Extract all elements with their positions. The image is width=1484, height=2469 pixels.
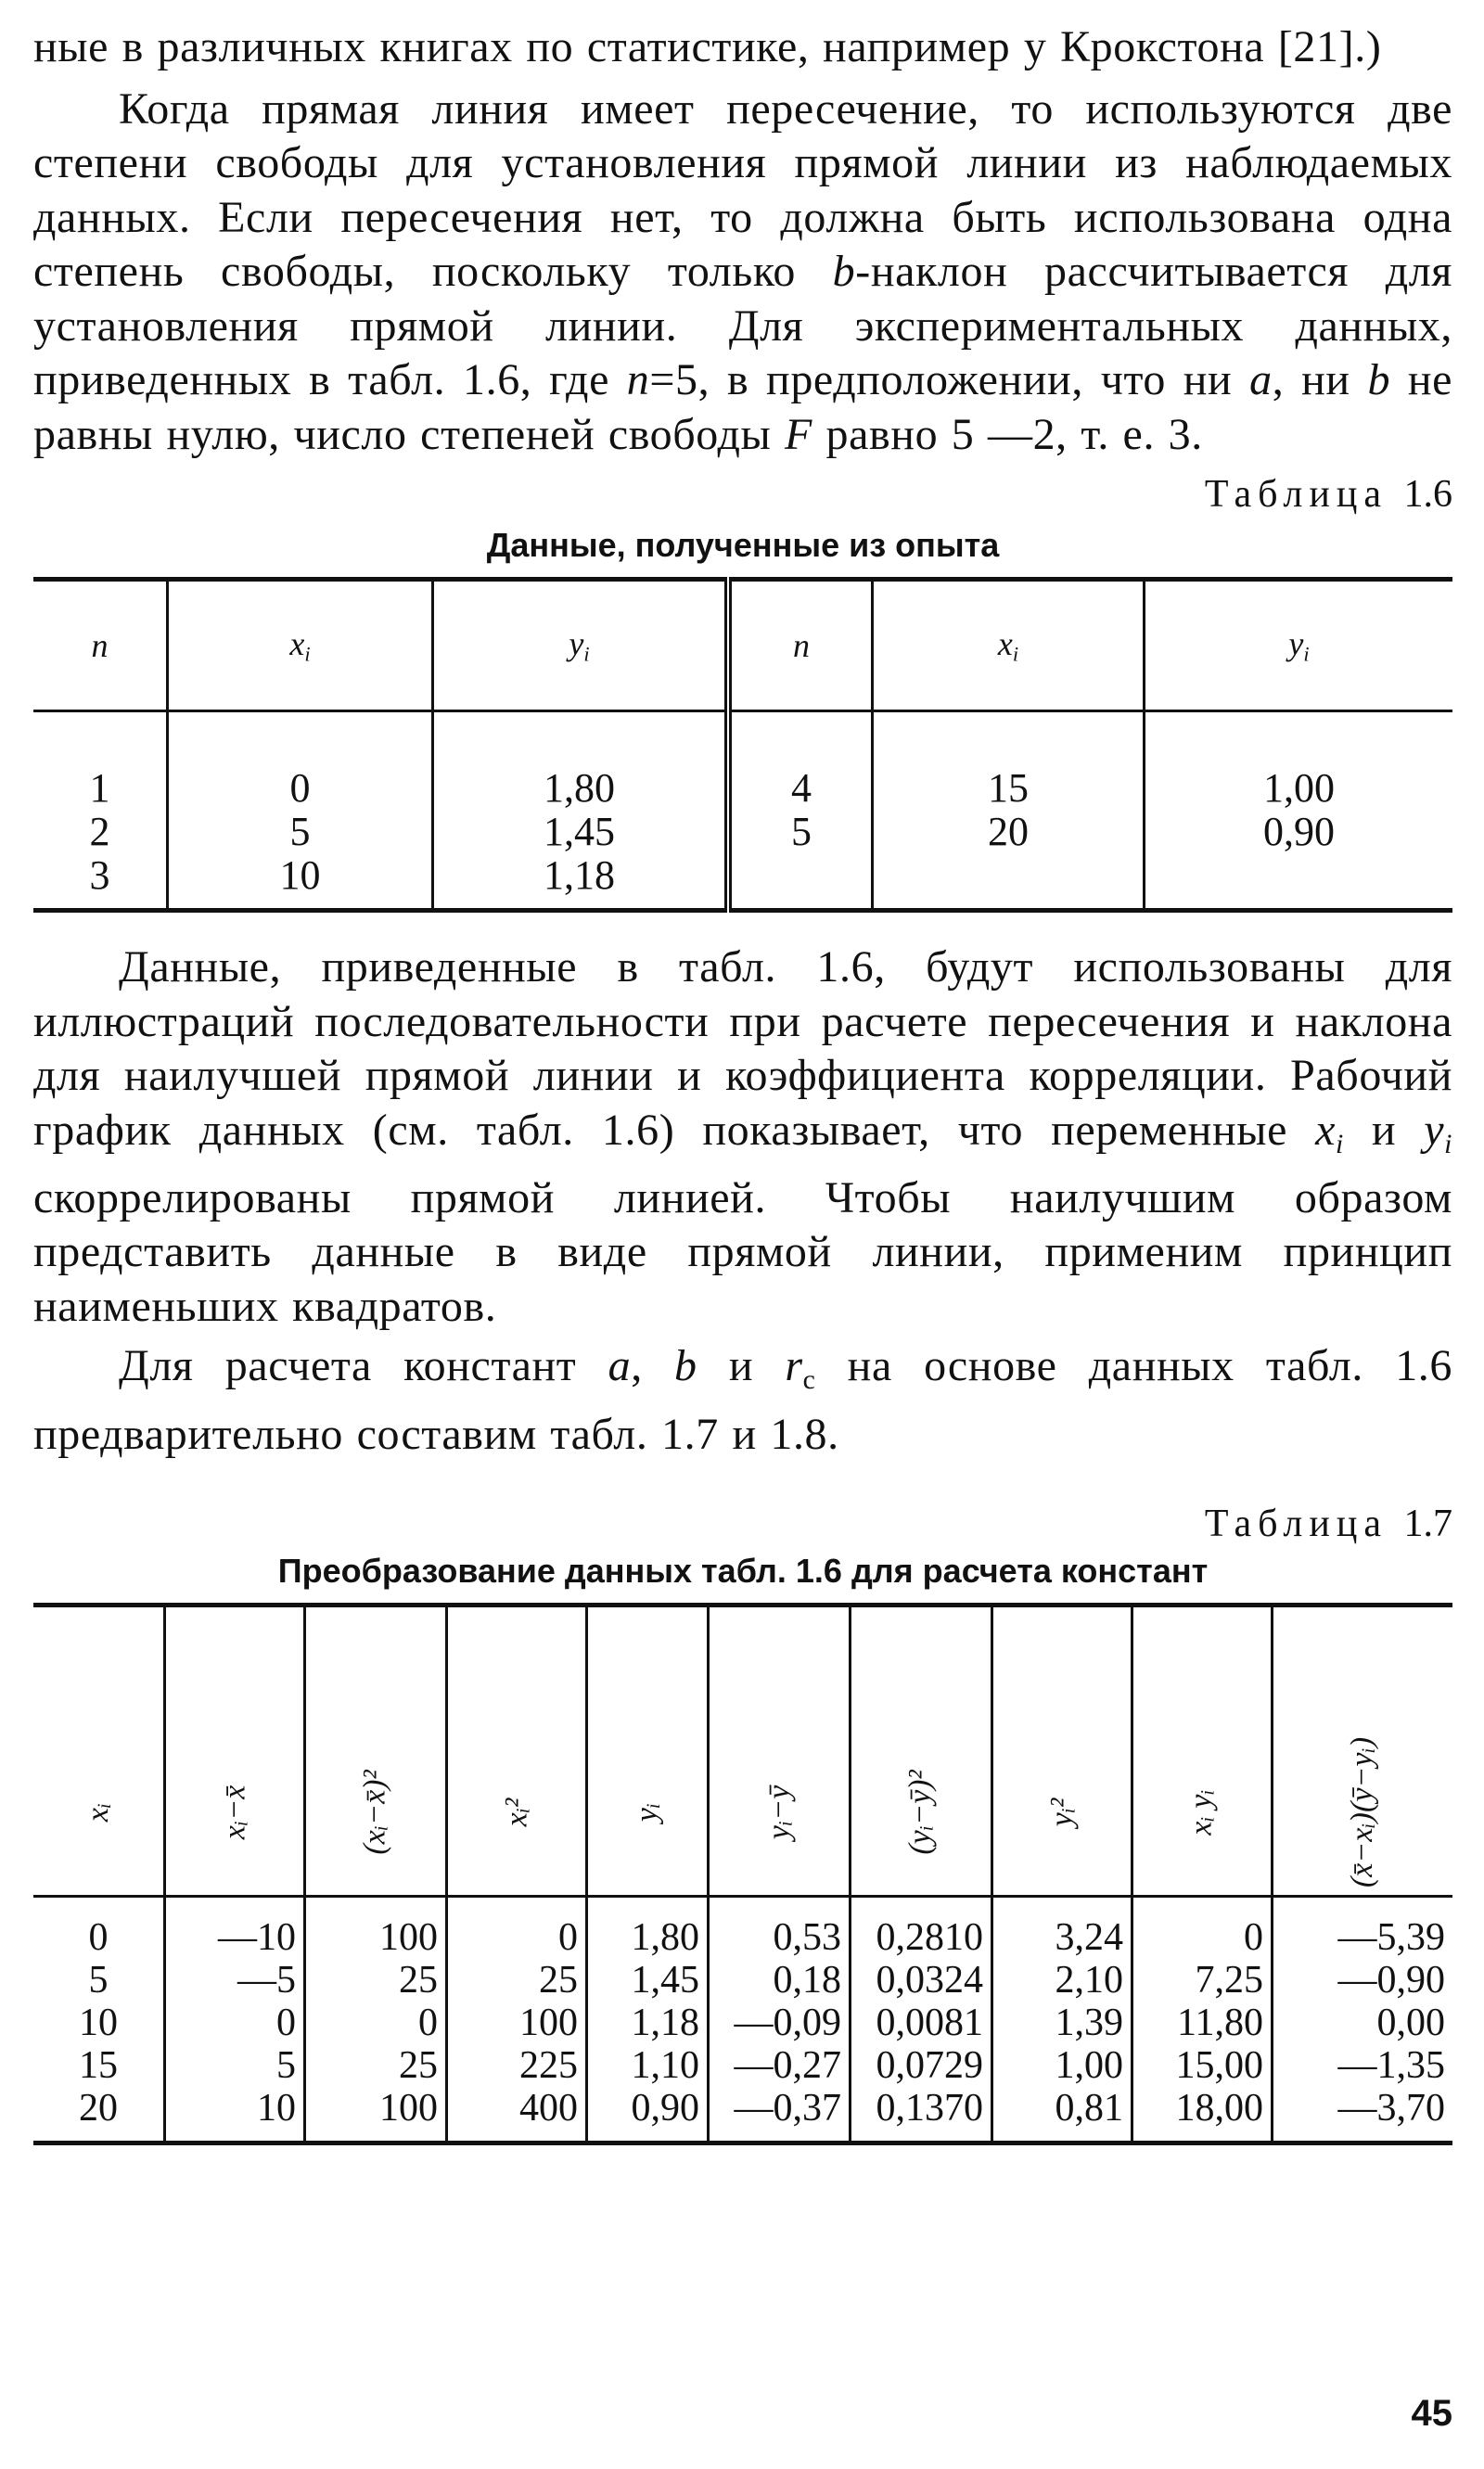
- table-cell: 0,53 0,18 —0,09 —0,27 —0,37: [709, 1897, 851, 2143]
- cell-values: 0 5 10: [279, 765, 321, 898]
- header-xi-squared: [447, 1605, 587, 1897]
- cell-values: 1 2 3: [89, 765, 110, 898]
- table-cell: 3,24 2,10 1,39 1,00 0,81: [992, 1897, 1132, 2143]
- table-label-number: 1.7: [1403, 1503, 1452, 1546]
- header-text: x: [289, 625, 305, 663]
- var-a: a: [608, 1341, 632, 1391]
- header-subscript: i: [1303, 642, 1310, 666]
- table-1-7-title: Преобразование данных табл. 1.6 для расчета констант: [277, 1552, 1209, 1591]
- header-yi: [433, 580, 729, 711]
- text-run: -наклон рассчитывается для установления прямой линии. Для экспериментальных данных, приведенных в табл. 1.6, где: [33, 247, 1452, 404]
- table-cell: 100 25 0 25 100: [305, 1897, 447, 2143]
- table-cell: [728, 711, 873, 911]
- paragraph-constants: [33, 1339, 1452, 1462]
- table-cell: [33, 711, 168, 911]
- header-xi-minus-xbar: [165, 1605, 305, 1897]
- header-text: (x̄−xᵢ)(ȳ−yᵢ): [1345, 1737, 1380, 1888]
- table-1-7-label: [33, 1501, 1452, 1547]
- header-yi: [1145, 580, 1453, 711]
- table-label-number: 1.6: [1403, 473, 1452, 516]
- table-cell: —10 —5 0 5 10: [165, 1897, 305, 2143]
- header-product-deviations: [1273, 1605, 1453, 1897]
- header-text: (xᵢ−x̄)²: [358, 1770, 392, 1856]
- header-text: yᵢ−ȳ: [761, 1785, 796, 1840]
- table-cell: 1,80 1,45 1,18 1,10 0,90: [587, 1897, 709, 2143]
- page-number: 45: [1411, 2393, 1452, 2434]
- header-yi-minus-ybar: [709, 1605, 851, 1897]
- header-xi: [33, 1605, 165, 1897]
- header-text: xᵢ²: [498, 1798, 533, 1827]
- paragraph-data-usage: [33, 940, 1452, 1334]
- var-x: x: [1315, 1105, 1336, 1155]
- var-r: r: [785, 1341, 803, 1391]
- header-yi: [587, 1605, 709, 1897]
- header-text: n: [91, 627, 109, 664]
- cell-values: 4 5: [791, 765, 812, 854]
- var-a: a: [1249, 355, 1273, 404]
- table-label-word: Таблица: [1204, 473, 1388, 516]
- text-run: , ни: [1272, 355, 1368, 404]
- var-b: b: [1367, 355, 1391, 404]
- var-b: b: [674, 1341, 697, 1391]
- table-cell: [873, 711, 1145, 911]
- header-subscript: i: [583, 642, 590, 666]
- text-run: на основе данных табл. 1.6 предварительно составим табл. 1.7 и 1.8.: [33, 1341, 1452, 1459]
- header-text: xᵢ: [80, 1803, 115, 1823]
- header-subscript: i: [304, 642, 311, 666]
- header-xi: [873, 580, 1145, 711]
- table-1-6-label: [33, 471, 1452, 518]
- text-run: и: [697, 1341, 786, 1391]
- header-text: yᵢ: [629, 1803, 664, 1823]
- table-cell: 0 5 10 15 20: [79, 1916, 118, 2130]
- var-F: F: [785, 409, 812, 459]
- cell-values: 1,80 1,45 1,18: [544, 765, 615, 898]
- text-run: Для расчета констант: [119, 1341, 608, 1391]
- table-cell: [1145, 711, 1453, 911]
- header-text: x: [997, 625, 1013, 663]
- header-n: [33, 580, 168, 711]
- table-cell: 0 7,25 11,80 15,00 18,00: [1132, 1897, 1273, 2143]
- table-cell: [168, 711, 433, 911]
- var-n: n: [626, 355, 650, 404]
- text-run: =5, в предположении, что ни: [649, 355, 1250, 404]
- paragraph-degrees-of-freedom: [33, 83, 1452, 463]
- table-cell: —5,39 —0,90 0,00 —1,35 —3,70: [1273, 1897, 1453, 2143]
- table-cell: 0,2810 0,0324 0,0081 0,0729 0,1370: [851, 1897, 992, 2143]
- header-text: xᵢ yᵢ: [1183, 1789, 1219, 1836]
- text-run: Когда прямая линия имеет пересечение, то используются две степени свободы для установления прямой линии из наблюдаемых данных. Если пересечения нет, то должна быть использована одна степень свободы, поскольку только: [33, 83, 1452, 296]
- paragraph-continuation: ные в различных книгах по статистике, например у Крокстона [21].): [33, 22, 1382, 71]
- var-subscript: i: [1444, 1128, 1452, 1159]
- text-run: равно 5 —2, т. е. 3.: [812, 409, 1203, 459]
- text-run: и: [1343, 1105, 1425, 1155]
- table-row: [33, 711, 1452, 911]
- header-xi: [168, 580, 433, 711]
- text-run: ,: [631, 1341, 675, 1391]
- header-yi-squared: [992, 1605, 1132, 1897]
- cell-values: 15 20: [988, 765, 1029, 854]
- header-n: [728, 580, 873, 711]
- text-run: скоррелированы прямой линией. Чтобы наилучшим образом представить данные в виде прямой линии, применим принцип наименьших квадратов.: [33, 1172, 1452, 1331]
- text-run: не равны нулю, число степеней свободы: [33, 355, 1453, 459]
- header-xi-minus-xbar-squared: [305, 1605, 447, 1897]
- table-1-6-title: Данные, полученные из опыта: [486, 526, 1000, 564]
- table-row: [33, 1897, 1452, 2143]
- header-text: y: [569, 625, 584, 663]
- var-subscript: c: [802, 1364, 816, 1396]
- header-text: n: [793, 627, 810, 664]
- header-subscript: i: [1012, 642, 1019, 666]
- header-yi-minus-ybar-squared: [851, 1605, 992, 1897]
- table-cell: [433, 711, 729, 911]
- header-text: xᵢ−x̄: [216, 1785, 251, 1840]
- var-subscript: i: [1335, 1128, 1344, 1159]
- cell-values: 1,00 0,90: [1263, 765, 1335, 854]
- table-header-row: [33, 580, 1452, 711]
- header-text: yᵢ²: [1043, 1798, 1079, 1827]
- header-text: (yᵢ−ȳ)²: [903, 1770, 938, 1856]
- table-header-row: [33, 1605, 1452, 1897]
- table-1-7: [33, 1603, 1452, 2145]
- var-y: y: [1424, 1105, 1445, 1155]
- header-xi-yi: [1132, 1605, 1273, 1897]
- table-1-6: [33, 577, 1452, 913]
- table-label-word: Таблица: [1204, 1503, 1388, 1546]
- var-b: b: [832, 247, 856, 296]
- header-text: y: [1288, 625, 1304, 663]
- text-run: Данные, приведенные в табл. 1.6, будут использованы для иллюстраций последовательности при расчете пересечения и наклона для наилучшей прямой линии и коэффициента корреляции. Рабочий график данных (см. табл. 1.6) показывает, что переменные: [33, 942, 1452, 1155]
- book-page: [33, 20, 1452, 2145]
- table-cell: 0 25 100 225 400: [447, 1897, 587, 2143]
